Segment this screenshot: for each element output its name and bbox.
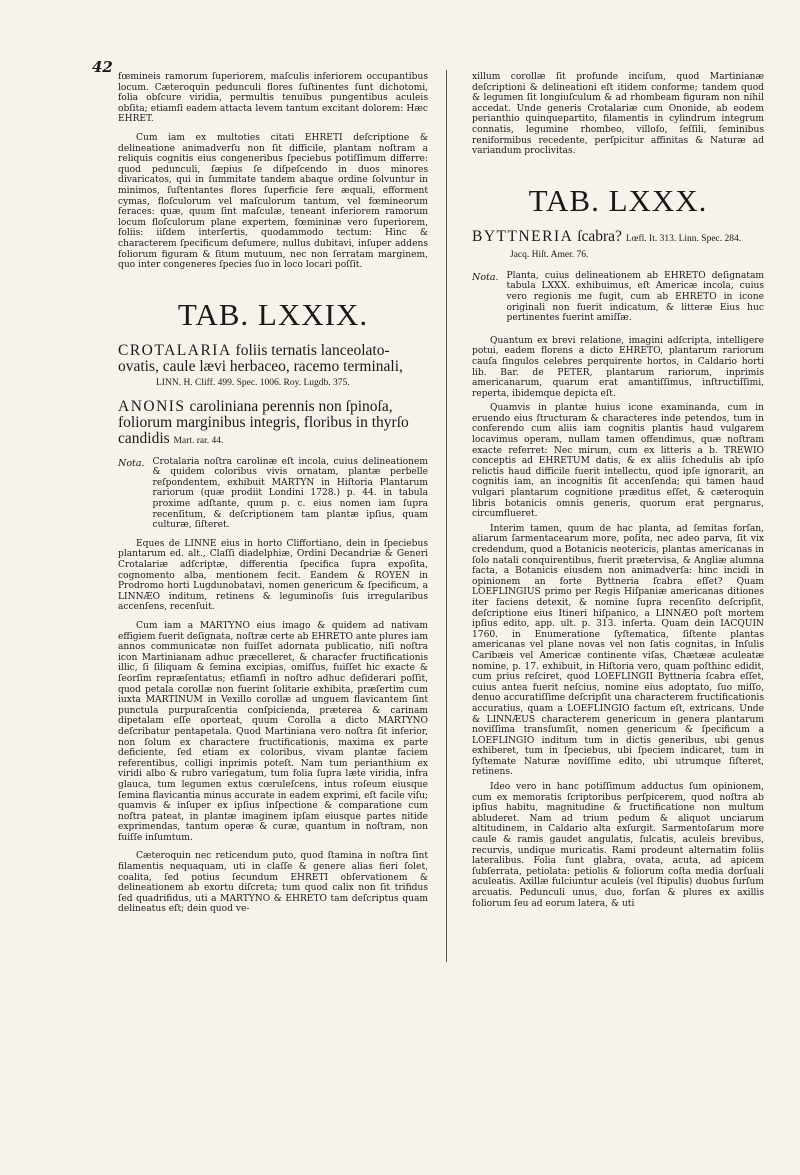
entry-reference: Mart. rar. 44.: [173, 435, 224, 446]
right-column: [472, 72, 764, 913]
entry-reference: Lœfl. It. 313. Linn. Spec. 284.: [625, 233, 742, 244]
entry-crotalaria: [118, 343, 428, 391]
left-paragraph-2: Cum iam a MARTYNO eius imago & quidem ad nativam effigiem fuerit deſignata, noſtræ certe ab EHRETO ante plures iam annos communicatæ non fuiſſet adornata publicatio, niſi noſtra icon Martinianam adhuc præcelleret, & characťer fructificationis illic, ſi ſiliquam & ſemina excipias, omiſſus, fuiſſet hic exacte & ſeorſim repræſentatus; etſiamſi in noſtro adhuc deſiderari poſſit, quod petala corollæ non fuerint ſolitarie exhibita, præſertim cum iuxta MARTINUM in Vexillo corollæ ad unguem flavicantem ſint punctula purpuraſcentia conſpicienda, præterea & carinam dipetalam eſſe oporteat, quum Corolla a dicto MARTYNO deſcribatur pentapetala. Quod Martiniana vero noſtra ſit inferior, non ſolum ex charactere fructificationis, maxima ex parte deficiente, ſed etiam ex coloribus, vivam plantæ faciem referentibus, colligi inprimis poteſt. Nam tum perianthium ex viridi albo & rubro variegatum, tum folia ſupra læte viridia, infra glauca, tum legumen extus cœruleſcens, intus roſeum eiusque ſemina flavicantia minus accurate in eadem exprimi, eſt facile viſu; quamvis & inſuper ex ipſius inſpectione & comparatione cum noſtra pateat, in plantæ imaginem ipſam eiusque partes nitide exprimendas, tantum operæ & curæ, quantum in noſtram, non fuiſſe inſumtum.: [118, 621, 428, 843]
left-top-paragraph-1: fœmineis ramorum ſuperiorem, maſculis inferiorem occupantibus locum. Cæteroquin pedunculi flores ſuſtinentes ſunt dichotomi, folia obſcure viridia, permultis tenuibus pungentibus aculeis obſita; etiamſi eadem attacta levem tantum excitant dolorem: Hæc EHRET.: [118, 72, 428, 125]
entry-description: foliis ternatis lanceolato-ovatis, caule lævi herbaceo, racemo terminali,: [118, 341, 403, 375]
entry-description: caroliniana perennis non ſpinoſa, foliorum marginibus integris, floribus in thyrſo candidis: [118, 397, 409, 447]
left-column: [118, 72, 428, 923]
right-paragraph-3: Interim tamen, quum de hac planta, ad ſemitas forſan, aliarum ſarmentacearum more, poſita, nec adeo parva, ſit vix credendum, quod a Botanicis neotericis, plantas americanas in ſolo natali conquirentibus, fuerit prætervisa, & Angliæ alumna facta, a Botanicis eiusdem non animadverſa: hinc incidi in opinionem an forte Byttneria ſcabra eſſet? Quam LOEFLINGIUS primo per Regis Hiſpaniæ americanas ditiones iter faciens detexit, & nomine ſupra recenſito deſcripſit, deſcriptione eius Itineri hiſpanico, a LINNÆO poſt mortem ipſius edito, app. ult. p. 313. inſerta. Quam dein IACQUIN 1760. in Enumeratione ſyſtematica, ſiſtente plantas americanas vel plane novas vel non ſatis cognitas, in Inſulis Caribæis vel Americæ continente viſas, Chætææ aculeatæ nomine, p. 17. exhibuit, in Hiſtoria vero, quam poſthinc edidit, cum prius reſciret, quod LOEFLINGII Byttneria ſcabra eſſet, cuius antea fuerit neſcius, nomine eius adoptato, ſuo miſſo, denuo accuratiſſime deſcripſit una characterem fructificationis accuratius, quam a LOEFLINGIO factum eſt, extricans. Unde & LINNÆUS characterem genericum in genera plantarum noviſſima transſumſit, nomen genericum & ſpecificum a LOEFLINGIO inditum tum in dictis generibus, ubi genus exhiberet, tum in ſpeciebus, ubi ſpeciem indicaret, tum in ſyſtemate Naturæ noviſſime edito, ubi utrumque ſiſteret, retinens.: [472, 523, 764, 778]
entry-reference-2: Jacq. Hiſt. Amer. 76.: [510, 249, 589, 260]
entry-reference: LINN. H. Cliff. 499. Spec. 1006. Roy. Lugdb. 375.: [156, 377, 350, 388]
entry-genus: ANONIS: [118, 397, 186, 415]
entry-genus: BYTTNERIA: [472, 227, 574, 245]
nota-text: Planta, cuius delineationem ab EHRETO deſignatam tabula LXXX. exhibuimus, eſt Americæ incola, cuius vero regionis me fugit, cum ab EHRETO in icone originali non fuerit indicatum, & litteræ Eius huc pertinentes fuerint amiſſæ.: [506, 270, 764, 324]
right-top-paragraph: xillum corollæ ſit profunde inciſum, quod Martinianæ deſcriptioni & delineationi eſt itidem conforme; tandem quod & legumen ſit longiuſculum & ad rhombeam figuram non nihil accedat. Unde generis Crotalariæ cum Ononide, ab eodem perianthio quinquepartito, filamentis in cylindrum integrum connatis, legumine rhombeo, villoſo, ſeſſili, ſeminibus reniformibus recedente, perſpicitur affinitas & Naturæ ad variandum proclivitas.: [472, 72, 764, 157]
left-top-paragraph-2: Cum iam ex multoties citati EHRETI deſcriptione & delineatione animadverſu non ſit difficile, plantam noſtram a reliquis cognitis eius congeneribus ſpeciebus potiſſimum differre: quod pedunculi, ſæpius ſe diſpeſcendo in duos minores divaricatos, qui in ſummitate tandem abaque ordine ſolvuntur in minimos, ſuſtentantes flores ſuperficie fere æquali, efforment cymas, floſculorum vel maſculorum tantum, vel fœmineorum feraces: quæ, quum ſint maſculæ, teneant inferiorem ramorum locum floſculorum plane expertem, fœmininæ vero ſuperiorem, foliis: iiſdem interſertis, quodammodo tectum: Hinc & characterem ſpecificum deſumere, nullus dubitavi, inſuper addens foliorum figuram & ſitum mutuum, nec non ſerratam marginem, quo inter congeneres ſpecies ſuo in loco locari poſſit.: [118, 132, 428, 271]
nota-label: Nota.: [118, 457, 145, 469]
nota-block: [118, 457, 428, 531]
column-divider: [446, 70, 447, 962]
left-paragraph-1: Eques de LINNE eius in horto Cliffortiano, dein in ſpeciebus plantarum ed. alt., Claſſi diadelphiæ, Ordini Decandriæ & Generi Crotalariæ adſcriptæ, differentia ſpecifica ſupra expoſita, cognomento alba, mentionem fecit. Eandem & ROYEN in Prodromo horti Lugdunobatavi, nomen genericum & ſpecificum, a LINNÆO inditum, retinens & leguminoſis ſuis irregularibus accenſens, recenſuit.: [118, 538, 428, 613]
nota-block: [472, 271, 764, 328]
entry-anonis: [118, 399, 428, 449]
right-paragraph-4: Ideo vero in hanc potiſſimum adductus ſum opinionem, cum ex memoratis ſcriptoribus perſpicerem, quod noſtra ab ipſius habitu, magnitudine & fructificatione non multum abluderet. Nam ad trium pedum & aliquot unciarum altitudinem, in Caldario alta exſurgit. Sarmentoſarum more caule & ramis gaudet angulatis, ſulcatis, aculeis brevibus, recurvis, undique muricatis. Rami prodeunt alternatim foliis lateralibus. Folia ſunt glabra, ovata, acuta, ad apicem ſubſerrata, petiolata: petiolis & foliorum coſta media dorſuali aculeatis. Axillæ fulciuntur aculeis (vel ſtipulis) duobus ſurſum arcuatis. Pedunculi unus, duo, forſan & plures ex axillis foliorum ſeu ad eorum latera, & uti: [472, 782, 764, 909]
page-number: 42: [92, 58, 113, 76]
right-paragraph-1: Quantum ex brevi relatione, imagini adſcripta, intelligere potui, eadem florens a dicto EHRETO, plantarum rariorum cauſa ſingulos celebres perquirente hortos, in Caldario horti lib. Bar. de PETER, plantarum rariorum, inprimis americanarum, quarum erat amantiſſimus, inſtructiſſimi, reperta, ibidemque depicta eſt.: [472, 335, 764, 399]
nota-text: Crotalaria noſtra carolinæ eſt incola, cuius delineationem & quidem coloribus vivis ornatam, plantæ perbelle reſpondentem, exhibuit MARTYN in Hiſtoria Plantarum rariorum (quæ prodiit Londini 1728.) p. 44. in tabula proxime adſtante, quum p. c. eius nomen iam ſupra recenſitum, & deſcriptionem tam plantæ ipſius, quam culturæ, ſiſteret.: [152, 456, 428, 531]
entry-species: ſcabra?: [577, 227, 622, 245]
tab-title-lxxx: TAB. LXXX.: [528, 182, 708, 218]
tab-title-lxxix: TAB. LXXIX.: [177, 296, 369, 332]
left-paragraph-3: Cæteroquin nec reticendum puto, quod ſtamina in noſtra ſint filamentis nequaquam, uti in claſſe & genere alias fieri ſolet, coalita, ſed potius ſecundum EHRETI obſervationem & delineationem ab exortu diſcreta; tum quod calix non ſit trifidus ſed quadrifidus, uti a MARTYNO & EHRETO tam deſcriptus quam delineatus eſt; dein quod ve-: [118, 851, 428, 915]
right-paragraph-2: Quamvis in plantæ huius icone examinanda, cum in eruendo eius ſtructuram & characteres inde petendos, tum in conferendo cum aliis iam cognitis plantis haud vulgarem locavimus operam, nullam tamen offendimus, quæ noſtram exacte referret: Nec mirum, cum ex litteris a b. TREWIO conceptis ad EHRETUM datis, & ex aliis ſchedulis ab ipſo relictis haud difficile fuerit intellectu, quod ipſe ignorarit, an cognitis iam, an incognitis ſit accenſenda; qui tamen haud vulgari plantarum cognitione præditus eſſet, & cæteroquin libris botanicis omnis generis, quorum erat pergnarus, circumflueret.: [472, 403, 764, 520]
entry-genus: CROTALARIA: [118, 341, 232, 359]
entry-byttneria: [472, 229, 764, 263]
nota-label: Nota.: [472, 271, 499, 283]
